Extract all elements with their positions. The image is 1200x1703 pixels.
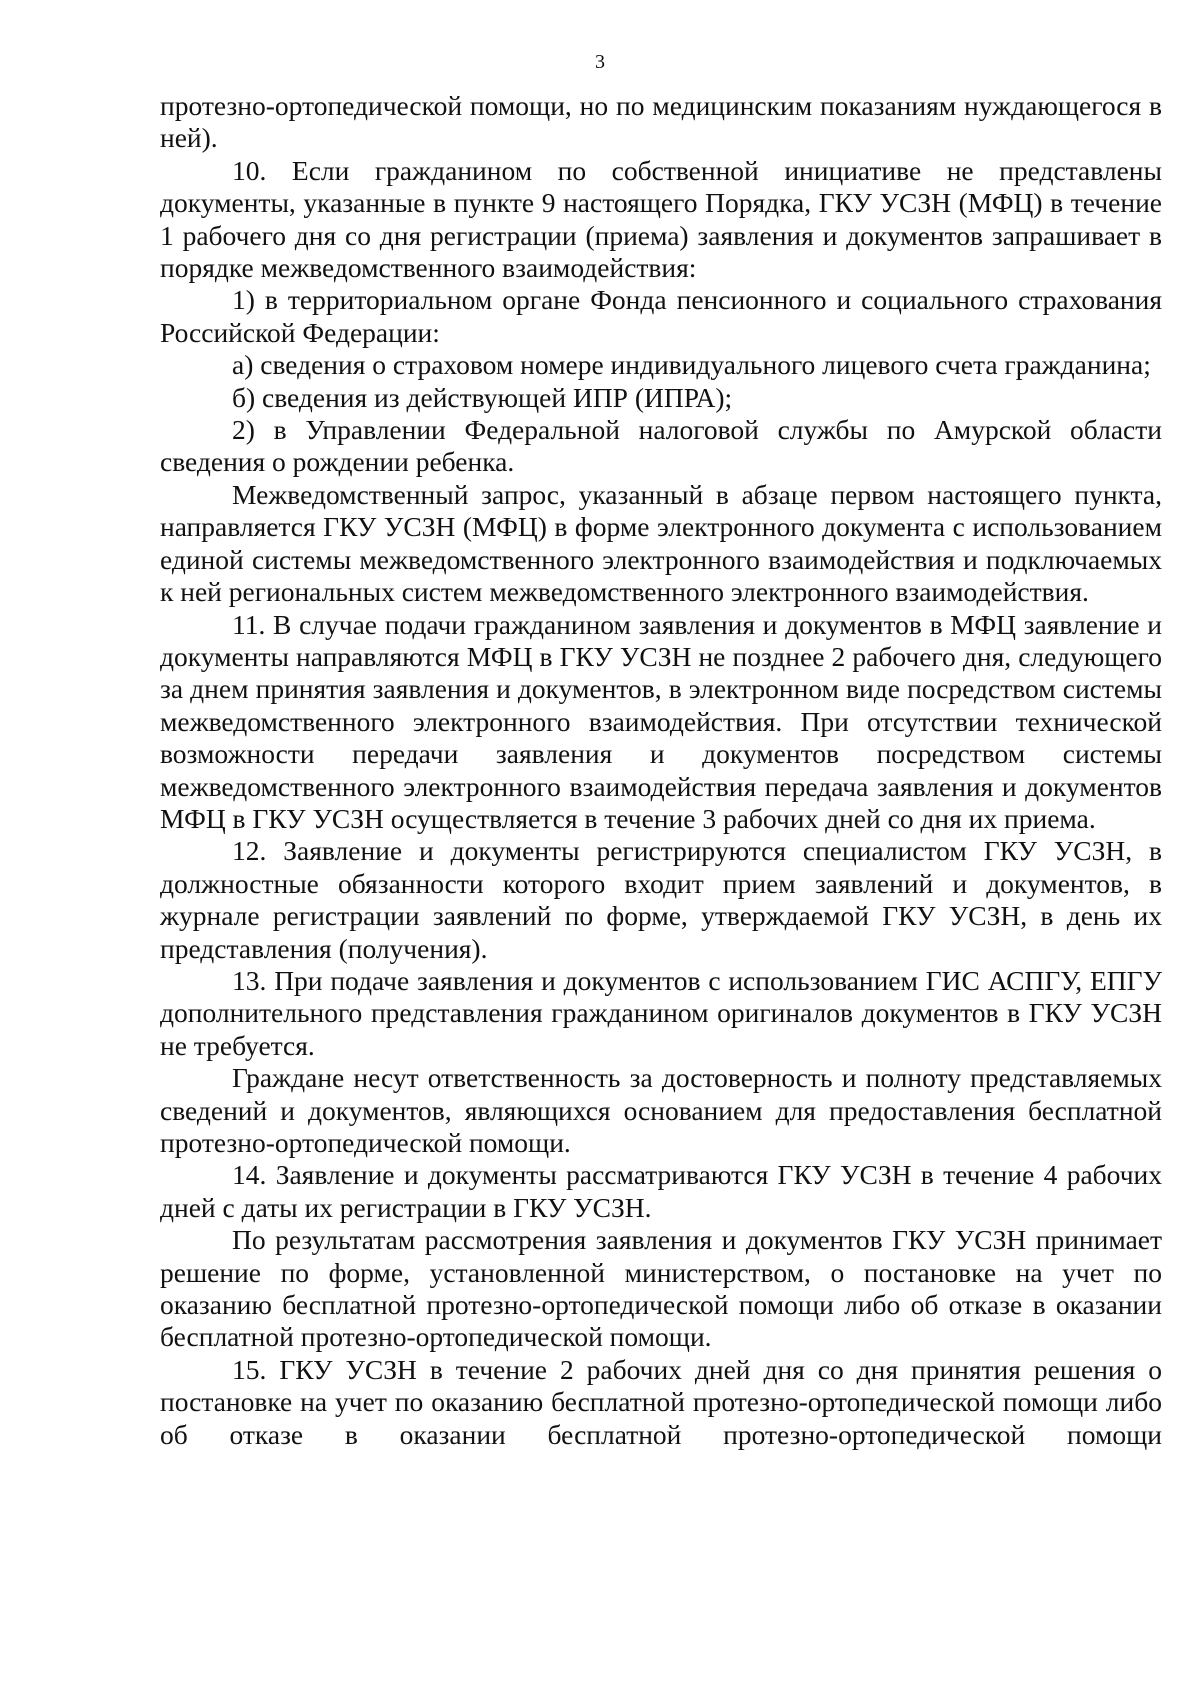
paragraph-10-item-1b: б) сведения из действующей ИПР (ИПРА); <box>232 381 733 413</box>
page-number: 3 <box>595 51 605 73</box>
paragraph-14-result: По результатам рассмотрения заявления и документов ГКУ УСЗН принимает решение по форме, установленной министерством, о постановке на учет по оказанию бесплатной протезно-ортопедической помощи либо об отказе в оказании бесплатной протезно-ортопедической помощи. <box>160 1224 1162 1353</box>
paragraph-13: 13. При подаче заявления и документов с использованием ГИС АСПГУ, ЕПГУ дополнительного представления гражданином оригиналов документов в ГКУ УСЗН не требуется. <box>160 964 1162 1061</box>
paragraph-15: 15. ГКУ УСЗН в течение 2 рабочих дней дня со дня принятия решения о постановке на учет по оказанию бесплатной протезно-ортопедической помощи либо об отказе в оказании бесплатной протезно-ортопедической помощи <box>160 1353 1162 1450</box>
paragraph-12: 12. Заявление и документы регистрируются специалистом ГКУ УСЗН, в должностные обязанности которого входит прием заявлений и документов, в журнале регистрации заявлений по форме, утверждаемой ГКУ УСЗН, в день их представления (получения). <box>160 835 1162 964</box>
paragraph-continuation: протезно-ортопедической помощи, но по медицинским показаниям нуждающегося в ней). <box>160 90 1162 154</box>
paragraph-14: 14. Заявление и документы рассматриваются ГКУ УСЗН в течение 4 рабочих дней с даты их регистрации в ГКУ УСЗН. <box>160 1159 1162 1223</box>
paragraph-10: 10. Если гражданином по собственной инициативе не представлены документы, указанные в пункте 9 настоящего Порядка, ГКУ УСЗН (МФЦ) в течение 1 рабочего дня со дня регистрации (приема) заявления и документов запрашивает в порядке межведомственного взаимодействия: <box>160 154 1162 284</box>
paragraph-13-responsibility: Граждане несут ответственность за достоверность и полноту представляемых сведений и документов, являющихся основанием для предоставления бесплатной протезно-ортопедической помощи. <box>160 1062 1162 1158</box>
paragraph-11: 11. В случае подачи гражданином заявления и документов в МФЦ заявление и документы направляются МФЦ в ГКУ УСЗН не позднее 2 рабочего дня, следующего за днем принятия заявления и документов, в электронном виде посредством системы межведомственного электронного взаимодействия. При отсутствии технической возможности передачи заявления и документов посредством системы межведомственного электронного взаимодействия передача заявления и документов МФЦ в ГКУ УСЗН осуществляется в течение 3 рабочих дней со дня их приема. <box>160 608 1162 834</box>
paragraph-10-request: Межведомственный запрос, указанный в абзаце первом настоящего пункта, направляется ГКУ УСЗН (МФЦ) в форме электронного документа с использованием единой системы межведомственного электронного взаимодействия и подключаемых к ней региональных систем межведомственного электронного взаимодействия. <box>160 478 1162 608</box>
paragraph-10-item-1: 1) в территориальном органе Фонда пенсионного и социального страхования Российской Федерации: <box>160 284 1162 348</box>
document-body <box>160 90 1162 1451</box>
paragraph-10-item-1a: а) сведения о страховом номере индивидуального лицевого счета гражданина; <box>232 349 1151 381</box>
paragraph-10-item-2: 2) в Управлении Федеральной налоговой службы по Амурской области сведения о рождении ребенка. <box>160 414 1162 478</box>
